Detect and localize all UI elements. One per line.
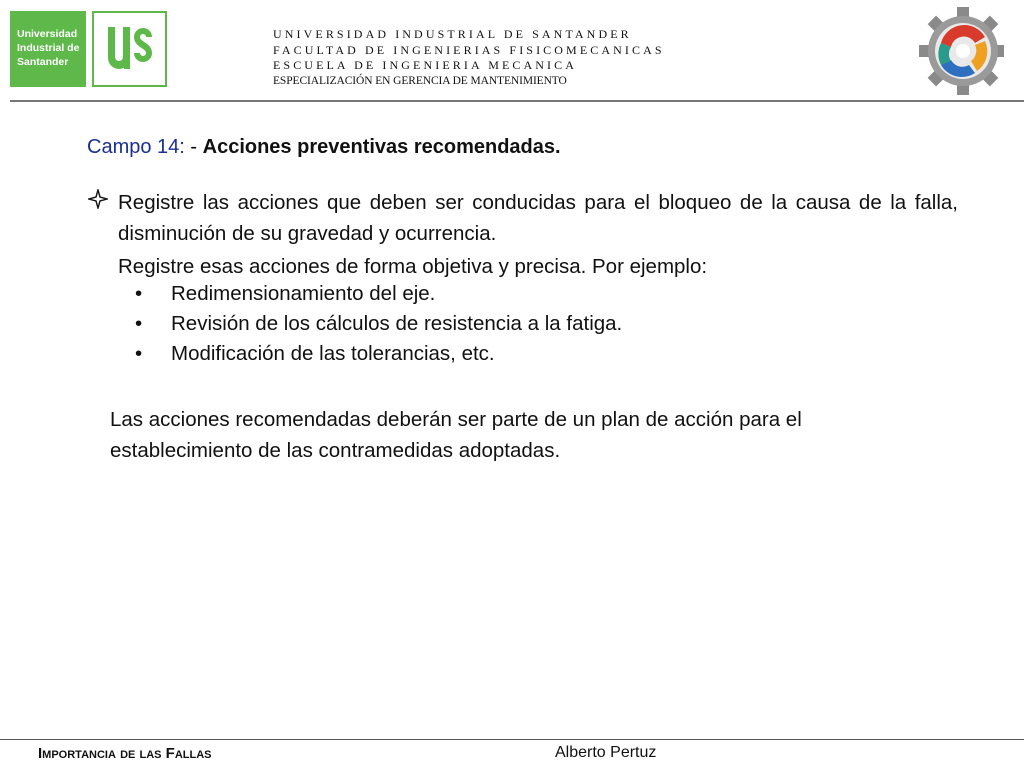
list-item	[135, 342, 495, 366]
conclusion-paragraph: Las acciones recomendadas deberán ser parte de un plan de acción para el establecimiento de las contramedidas adoptadas.	[110, 408, 802, 462]
university-name: UNIVERSIDAD INDUSTRIAL DE SANTANDER	[273, 27, 632, 41]
bullet-dot-icon: •	[135, 312, 143, 335]
campo-title: Acciones preventivas recomendadas.	[202, 136, 561, 158]
logo-text-line: Universidad	[17, 28, 78, 40]
school-name: ESCUELA DE INGENIERIA MECANICA	[273, 58, 577, 72]
footer-divider	[0, 739, 1024, 740]
list-item	[135, 282, 435, 306]
instruction-paragraph-2: Registre esas acciones de forma objetiva y precisa. Por ejemplo:	[118, 255, 708, 278]
campo-separator: -	[184, 136, 203, 158]
instruction-paragraph: Registre las acciones que deben ser conducidas para el bloqueo de la causa de la falla, disminución de su gravedad y ocurrencia.	[118, 191, 958, 245]
campo-label: Campo 14:	[87, 136, 185, 158]
faculty-name: FACULTAD DE INGENIERIAS FISICOMECANICAS	[273, 42, 665, 57]
footer-author: Alberto Pertuz	[555, 744, 657, 761]
four-point-star-icon	[88, 189, 108, 215]
footer-topic: Importancia de las Fallas	[38, 745, 212, 762]
logo-text-line: Industrial de	[17, 42, 80, 54]
list-item-text: Modificación de las tolerancias, etc.	[171, 342, 495, 365]
list-item-text: Redimensionamiento del eje.	[171, 282, 436, 305]
logo-text-line: Santander	[17, 56, 69, 68]
list-item-text: Revisión de los cálculos de resistencia a la fatiga.	[171, 312, 623, 335]
bullet-dot-icon: •	[135, 282, 143, 305]
slide-title	[87, 136, 561, 159]
program-name: ESPECIALIZACIÓN EN GERENCIA DE MANTENIMIENTO	[273, 74, 567, 87]
bullet-dot-icon: •	[135, 342, 143, 365]
list-item	[135, 312, 622, 336]
